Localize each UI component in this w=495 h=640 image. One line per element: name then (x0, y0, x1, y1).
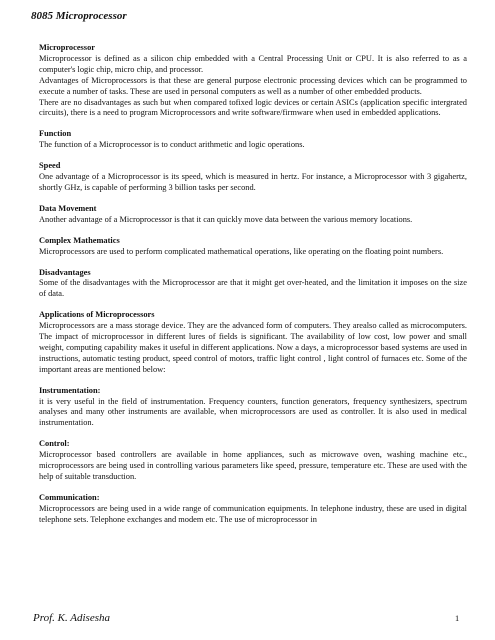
section-control (39, 439, 467, 483)
section-disadvantages (39, 268, 467, 301)
paragraph: Some of the disadvantages with the Microprocessor are that it might get over-heated, and the limitation it imposes on the size of data. (39, 278, 467, 299)
document-title: 8085 Microprocessor (31, 10, 127, 22)
section-speed (39, 161, 467, 194)
section-applications (39, 310, 467, 375)
section-heading: Complex Mathematics (39, 235, 120, 245)
paragraph: One advantage of a Microprocessor is its speed, which is measured in hertz. For instance, a Microprocessor with 3 gigahertz, shortly GHz, is capable of performing 3 billion tasks per second. (39, 172, 467, 192)
section-heading: Function (39, 129, 72, 139)
paragraph: There are no disadvantages as such but when compared tofixed logic devices or certain ASICs (application specific intergrated circuits), there is a need to program Microprocessors and write software/firmware when used in embedded applications. (39, 97, 467, 118)
section-complex-mathematics (39, 236, 467, 258)
paragraph: it is very useful in the field of instrumentation. Frequency counters, function generators, frequency synthesizers, spectrum analyses and many other instruments are available, when microprocessors are used as controller. It is also used in medical instrumentation. (39, 396, 467, 428)
paragraph: Advantages of Microprocessors is that these are general purpose electronic processing devices which can be programmed to execute a number of tasks. These are used in personal computers as well as a number of other embedded products. (39, 75, 467, 96)
footer-author: Prof. K. Adisesha (33, 612, 111, 624)
section-communication (39, 493, 467, 526)
section-microprocessor (39, 43, 467, 119)
paragraph: Microprocessors are being used in a wide range of communication equipments. In telephone industry, these are used in digital telephone sets. Telephone exchanges and modem etc. The use of microprocessor in (39, 503, 467, 524)
paragraph: Microprocessor based controllers are available in home appliances, such as microwave oven, washing machine etc., microprocessors are being used in controlling various parameters like speed, pressure, temperature etc. These are used with the help of suitable transduction. (39, 450, 467, 481)
section-heading: Applications of Microprocessors (39, 310, 155, 320)
section-heading: Control: (39, 439, 70, 449)
section-instrumentation (39, 386, 467, 430)
paragraph: The function of a Microprocessor is to conduct arithmetic and logic operations. (39, 140, 305, 150)
section-heading: Disadvantages (39, 267, 91, 277)
section-heading: Microprocessor (39, 43, 95, 52)
paragraph: Microprocessors are used to perform complicated mathematical operations, like operating on the floating point numbers. (39, 246, 444, 256)
paragraph: Another advantage of a Microprocessor is that it can quickly move data between the various memory locations. (39, 214, 413, 224)
document-body (39, 43, 467, 536)
section-heading: Instrumentation: (39, 385, 101, 395)
section-heading: Speed (39, 161, 61, 171)
paragraph: Microprocessor is defined as a silicon chip embedded with a Central Processing Unit or CPU. It is also referred to as a computer's logic chip, micro chip, and processor. (39, 53, 467, 74)
page-number: 1 (455, 614, 460, 623)
section-function (39, 129, 467, 151)
section-data-movement (39, 204, 467, 226)
paragraph: Microprocessors are a mass storage device. They are the advanced form of computers. They arealso called as microcomputers. The impact of microprocessor in different lures of fields is significant. The availability of low cost, low power and small weight, computing capability makes it useful in different applications. Now a days, a microprocessor based systems are used in instructions, automatic testing product, speed control of motors, traffic light control , light control of furnaces etc. Some of the important areas are mentioned below: (39, 321, 467, 374)
section-heading: Data Movement (39, 203, 97, 213)
section-heading: Communication: (39, 492, 100, 502)
